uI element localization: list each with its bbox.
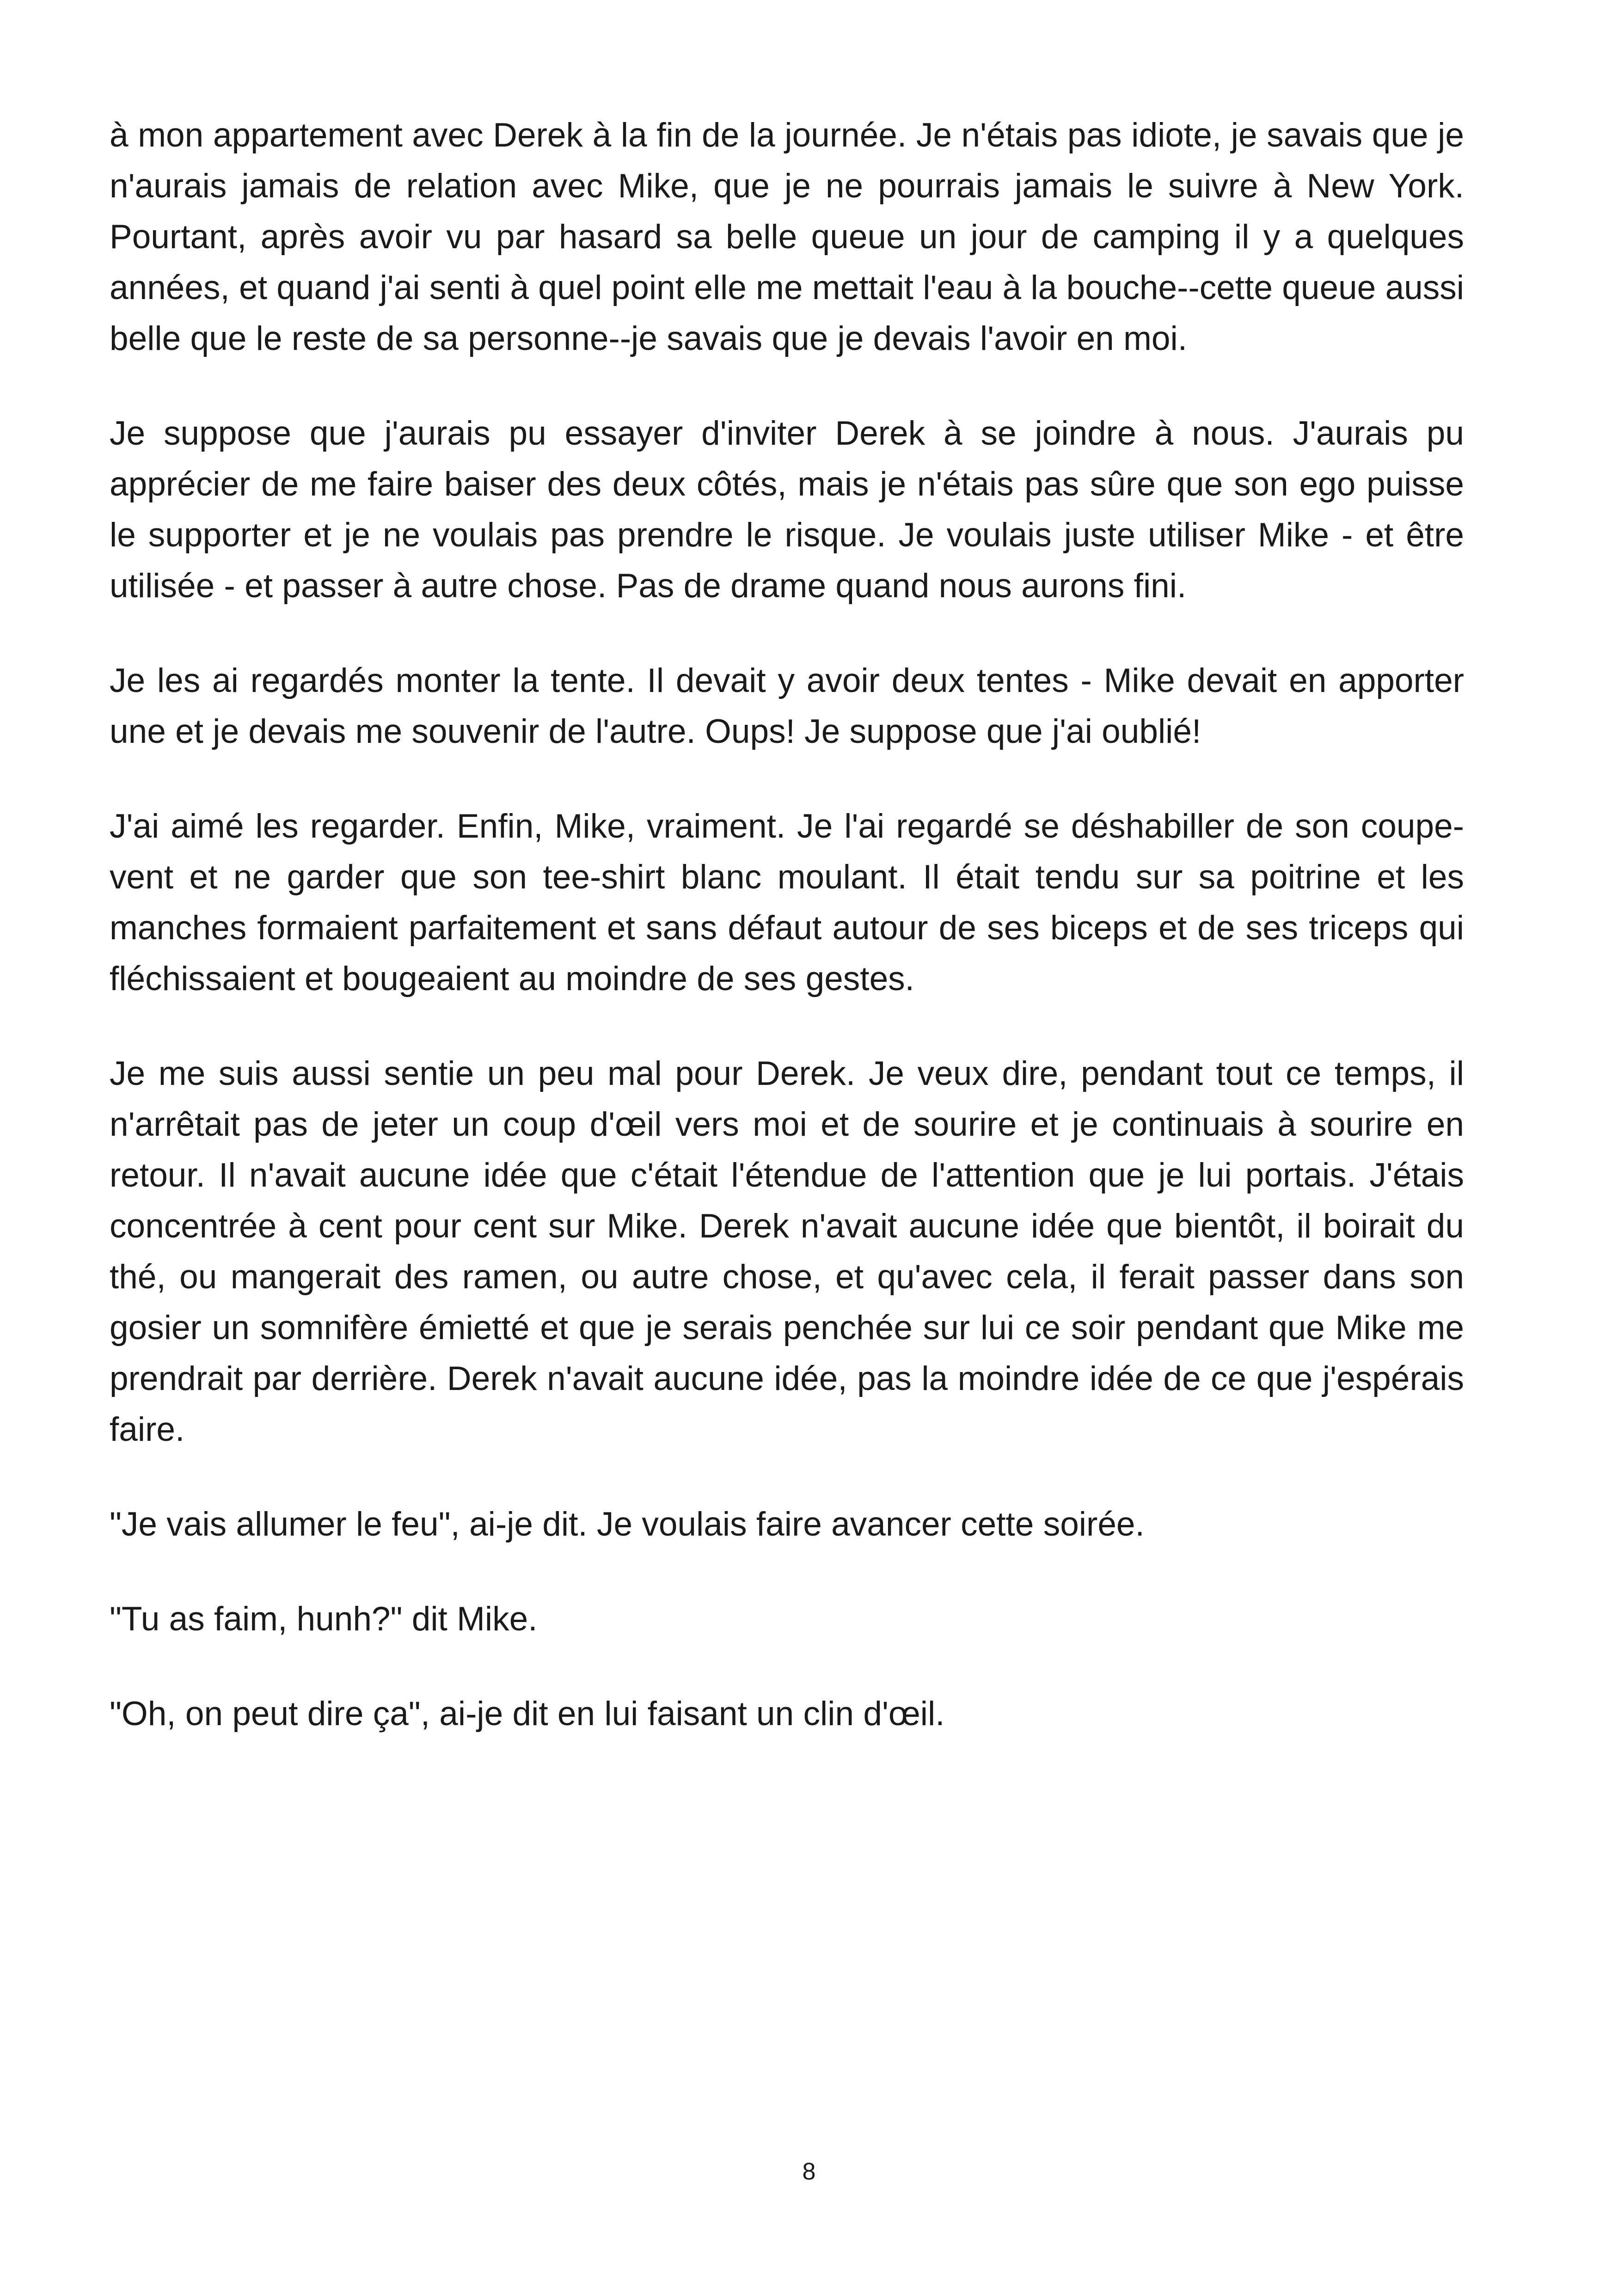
- paragraph-5: Je me suis aussi sentie un peu mal pour Derek. Je veux dire, pendant tout ce temps, il n'arrêtait pas de jeter un coup d'œil vers moi et de sourire et je continuais à sourire en retour. Il n'avait aucune idée que c'était l'étendue de l'attention que je lui portais. J'étais concentrée à cent pour cent sur Mike. Derek n'avait aucune idée que bientôt, il boirait du thé, ou mangerait des ramen, ou autre chose, et qu'avec cela, il ferait passer dans son gosier un somnifère émietté et que je serais penchée sur lui ce soir pendant que Mike me prendrait par derrière. Derek n'avait aucune idée, pas la moindre idée de ce que j'espérais faire.: [110, 1055, 1464, 1448]
- paragraph-2: Je suppose que j'aurais pu essayer d'inviter Derek à se joindre à nous. J'aurais pu apprécier de me faire baiser des deux côtés, mais je n'étais pas sûre que son ego puisse le supporter et je ne voulais pas prendre le risque. Je voulais juste utiliser Mike - et être utilisée - et passer à autre chose. Pas de drame quand nous aurons fini.: [110, 415, 1464, 605]
- paragraph-6: "Je vais allumer le feu", ai-je dit. Je voulais faire avancer cette soirée.: [110, 1506, 1145, 1543]
- paragraph-7: "Tu as faim, hunh?" dit Mike.: [110, 1600, 538, 1638]
- paragraph-8: "Oh, on peut dire ça", ai-je dit en lui faisant un clin d'œil.: [110, 1695, 945, 1733]
- paragraph-1: à mon appartement avec Derek à la fin de la journée. Je n'étais pas idiote, je savais que je n'aurais jamais de relation avec Mike, que je ne pourrais jamais le suivre à New York. Pourtant, après avoir vu par hasard sa belle queue un jour de camping il y a quelques années, et quand j'ai senti à quel point elle me mettait l'eau à la bouche--cette queue aussi belle que le reste de sa personne--je savais que je devais l'avoir en moi.: [110, 116, 1464, 357]
- page-number: 8: [802, 2158, 816, 2185]
- page-body: [110, 110, 1464, 1783]
- paragraph-4: J'ai aimé les regarder. Enfin, Mike, vraiment. Je l'ai regardé se déshabiller de son coupe-vent et ne garder que son tee-shirt blanc moulant. Il était tendu sur sa poitrine et les manches formaient parfaitement et sans défaut autour de ses biceps et de ses triceps qui fléchissaient et bougeaient au moindre de ses gestes.: [110, 808, 1464, 998]
- paragraph-3: Je les ai regardés monter la tente. Il devait y avoir deux tentes - Mike devait en apporter une et je devais me souvenir de l'autre. Oups! Je suppose que j'ai oublié!: [110, 662, 1464, 750]
